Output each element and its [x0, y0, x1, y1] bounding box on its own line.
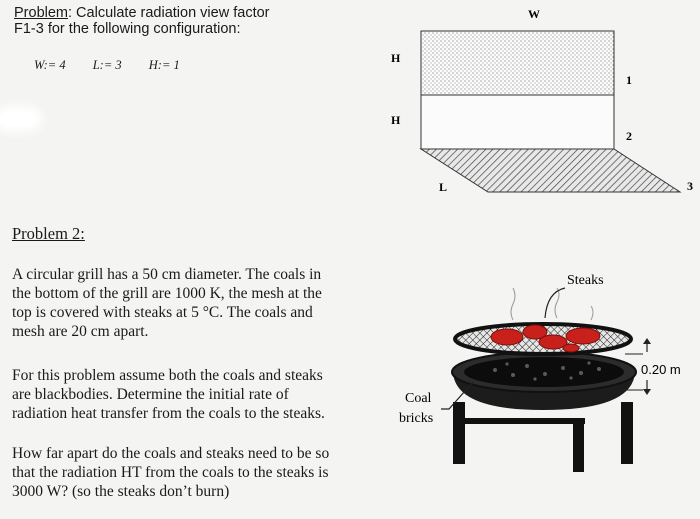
- surface-vertical: [421, 95, 614, 149]
- problem1-subtitle: F1-3 for the following configuration:: [14, 21, 241, 37]
- problem2-paragraph-3: [12, 444, 390, 501]
- smoke: [511, 288, 593, 320]
- label-l: L: [439, 180, 448, 194]
- text-line: For this problem assume both the coals and steaks: [12, 367, 323, 384]
- problem1-title: [14, 5, 270, 21]
- view-factor-figure: [380, 0, 700, 210]
- distance-label: 0.20 m: [641, 362, 681, 377]
- label-h-top: H: [391, 51, 401, 65]
- problem2-paragraph-2: [12, 366, 390, 423]
- text-line: mesh are 20 cm apart.: [12, 323, 149, 340]
- text-line: radiation heat transfer from the coals to the steaks.: [12, 405, 325, 422]
- text-line: are blackbodies. Determine the initial rate of: [12, 386, 289, 403]
- grill-figure: [395, 262, 700, 519]
- param-l: L:= 3: [92, 58, 122, 72]
- text-line: A circular grill has a 50 cm diameter. The coals in: [12, 266, 322, 283]
- label-surface-3: 3: [687, 179, 693, 193]
- surface-horizontal: [421, 149, 680, 192]
- steaks-label: Steaks: [567, 273, 604, 288]
- text-line: top is covered with steaks at 5 °C. The coals and: [12, 304, 313, 321]
- grill-leg: [621, 402, 633, 464]
- grill-leg: [453, 402, 465, 464]
- coal-label: Coal: [405, 391, 432, 406]
- label-h-bottom: H: [391, 113, 401, 127]
- problem1-title-text: : Calculate radiation view factor: [68, 5, 270, 21]
- surface-upper: [421, 31, 614, 95]
- glare-smudge: [0, 112, 36, 126]
- grill-brace: [465, 418, 585, 424]
- bricks-label: bricks: [399, 411, 434, 426]
- grill-leg: [573, 422, 584, 472]
- dim-arrowhead: [643, 338, 651, 344]
- param-h: H:= 1: [148, 58, 180, 72]
- problem1-params: [34, 58, 204, 73]
- text-line: How far apart do the coals and steaks need to be so: [12, 445, 330, 462]
- param-w: W:= 4: [34, 58, 66, 72]
- label-surface-2: 2: [626, 129, 632, 143]
- problem2-heading: Problem 2:: [12, 224, 85, 243]
- text-line: the bottom of the grill are 1000 K, the mesh at the: [12, 285, 322, 302]
- text-line: that the radiation HT from the coals to the steaks is: [12, 464, 329, 481]
- label-surface-1: 1: [626, 73, 632, 87]
- problem-label: Problem: [14, 5, 68, 21]
- coal-bed: [464, 357, 624, 387]
- dim-arrowhead: [643, 389, 651, 395]
- label-w: W: [528, 7, 540, 21]
- problem2-paragraph-1: [12, 265, 390, 341]
- text-line: 3000 W? (so the steaks don’t burn): [12, 483, 230, 500]
